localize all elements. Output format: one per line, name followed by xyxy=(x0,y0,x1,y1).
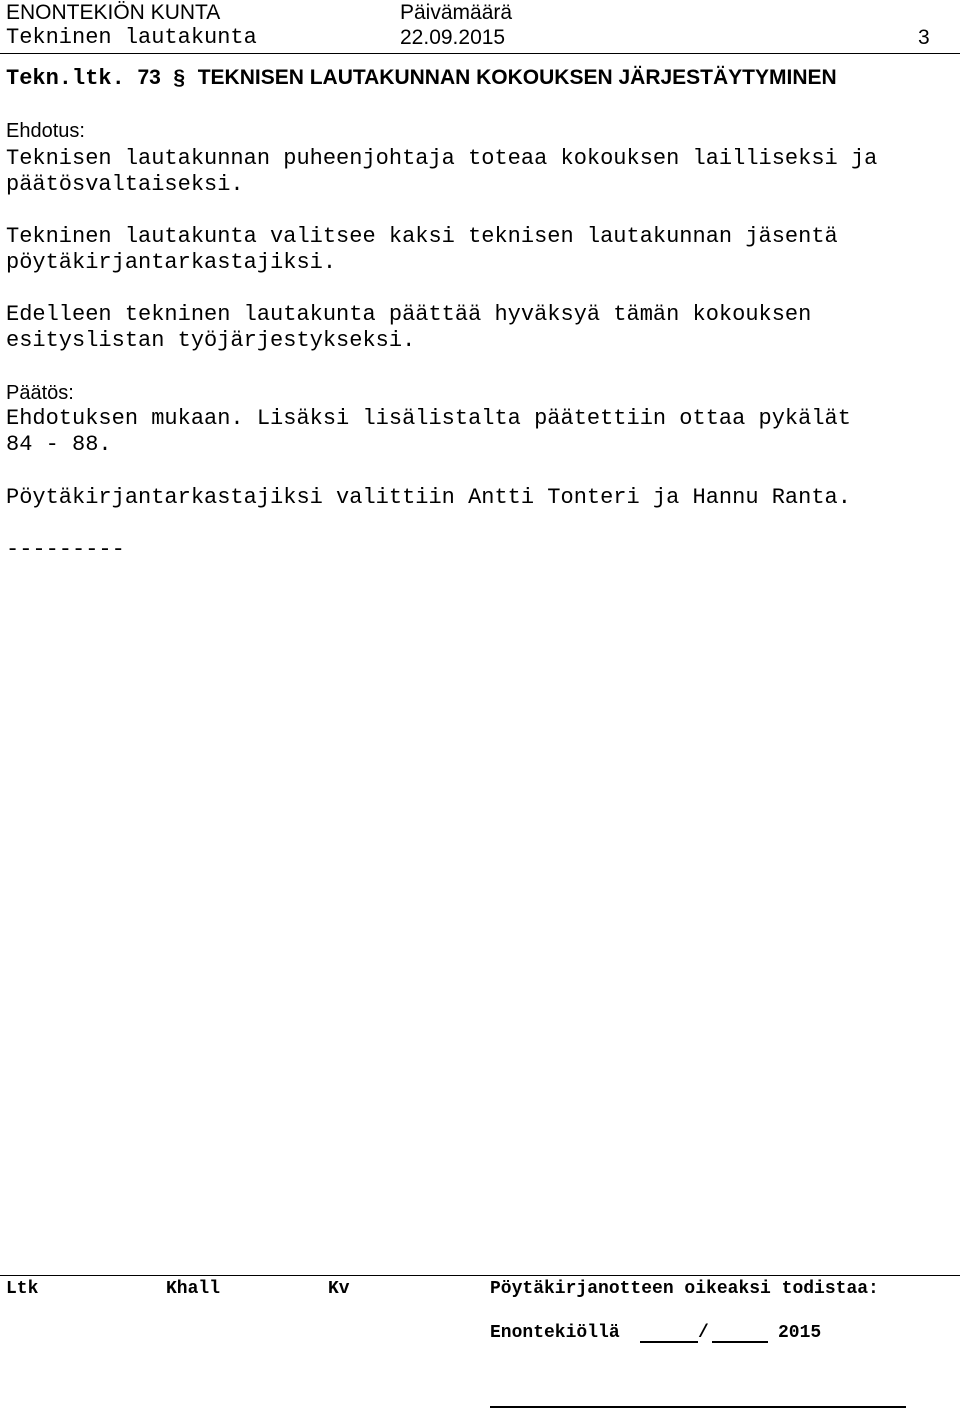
proposal-p2-line1: Tekninen lautakunta valitsee kaksi teknisen lautakunnan jäsentä xyxy=(6,224,838,249)
footer-divider xyxy=(0,1275,960,1276)
section-ref: Tekn.ltk. xyxy=(6,66,125,91)
proposal-p2-line2: pöytäkirjantarkastajiksi. xyxy=(6,250,337,275)
section-symbol: § xyxy=(173,66,186,89)
board-name: Tekninen lautakunta xyxy=(6,25,257,50)
footer-year: 2015 xyxy=(778,1323,822,1343)
footer-slash: / xyxy=(698,1323,709,1343)
day-blank xyxy=(640,1341,698,1343)
decision-p1-line1: Ehdotuksen mukaan. Lisäksi lisälistalta päätettiin ottaa pykälät xyxy=(6,406,851,431)
decision-p1-line2: 84 - 88. xyxy=(6,432,112,457)
footer-ltk: Ltk xyxy=(6,1279,39,1299)
decision-p2: Pöytäkirjantarkastajiksi valittiin Antti Tonteri ja Hannu Ranta. xyxy=(6,485,851,510)
month-blank xyxy=(712,1341,768,1343)
proposal-p3-line2: esityslistan työjärjestykseksi. xyxy=(6,328,416,353)
header-divider xyxy=(0,53,960,54)
date-label: Päivämäärä xyxy=(400,1,513,24)
proposal-p1-line1: Teknisen lautakunnan puheenjohtaja toteaa kokouksen lailliseksi ja xyxy=(6,146,878,171)
meeting-date: 22.09.2015 xyxy=(400,26,506,49)
signature-line xyxy=(490,1406,906,1408)
footer-kv: Kv xyxy=(328,1279,350,1299)
footer-certify: Pöytäkirjanotteen oikeaksi todistaa: xyxy=(490,1279,879,1299)
footer-place: Enontekiöllä xyxy=(490,1323,620,1343)
footer-khall: Khall xyxy=(166,1279,221,1299)
section-heading xyxy=(6,65,837,93)
section-title: TEKNISEN LAUTAKUNNAN KOKOUKSEN JÄRJESTÄYTYMINEN xyxy=(197,66,837,89)
proposal-label: Ehdotus: xyxy=(6,120,85,142)
org-name: ENONTEKIÖN KUNTA xyxy=(6,1,221,24)
proposal-p3-line1: Edelleen tekninen lautakunta päättää hyväksyä tämän kokouksen xyxy=(6,302,812,327)
separator: --------- xyxy=(6,537,125,562)
proposal-p1-line2: päätösvaltaiseksi. xyxy=(6,172,244,197)
decision-label: Päätös: xyxy=(6,382,74,404)
page-number: 3 xyxy=(918,26,930,49)
section-number: 73 xyxy=(137,66,161,89)
